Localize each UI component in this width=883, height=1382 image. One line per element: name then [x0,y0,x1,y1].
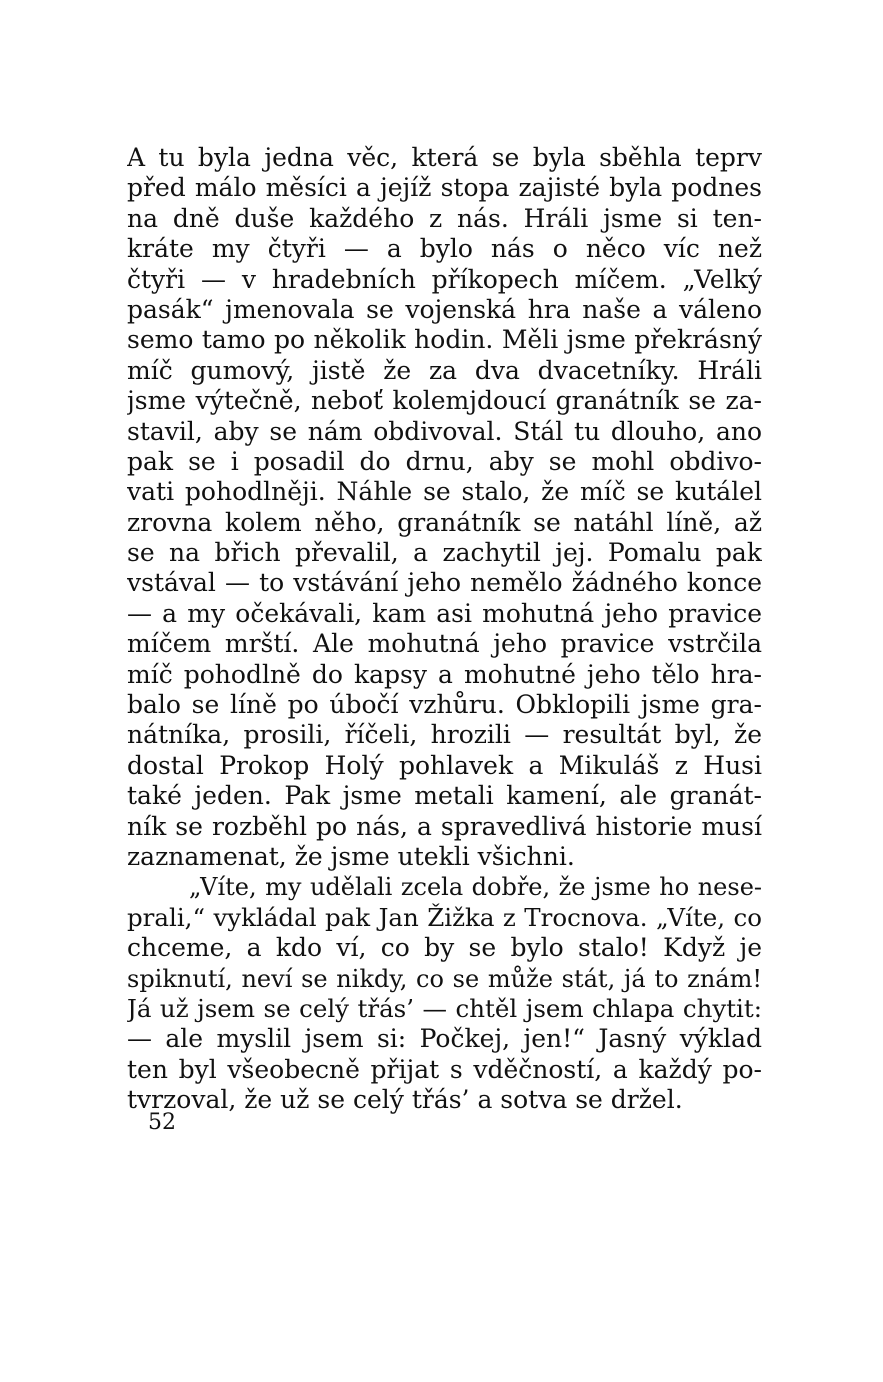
text-line: se na břich převalil, a zachytil jej. Pomalu pak [127,538,762,568]
text-line: tvrzoval, že už se celý třás’ a sotva se držel. [127,1085,683,1115]
text-line: zaznamenat, že jsme utekli všichni. [127,841,575,871]
text-line: Já už jsem se celý třás’ — chtěl jsem chlapa chytit: [127,993,762,1023]
text-line: kráte my čtyři — a bylo nás o něco víc než [127,234,762,264]
text-line: před málo měsíci a jejíž stopa zajisté byla podnes [127,173,762,203]
text-line: „Víte, my udělali zcela dobře, že jsme ho nese- [189,873,762,902]
text-line: také jeden. Pak jsme metali kamení, ale granát- [127,781,762,811]
text-line: pasák“ jmenovala se vojenská hra naše a váleno [127,294,762,324]
text-line: semo tamo po několik hodin. Měli jsme překrásný [127,325,762,355]
text-line: stavil, aby se nám obdivoval. Stál tu dlouho, ano [127,416,762,446]
text-line: vstával — to vstávání jeho nemělo žádného konce [127,568,762,598]
text-line: míčem mrští. Ale mohutná jeho pravice vstrčila [127,629,762,659]
text-line: A tu byla jedna věc, která se byla sběhla teprv [127,143,762,172]
text-line: míč gumový, jistě že za dva dvacetníky. Hráli [127,355,762,385]
text-line: míč pohodlně do kapsy a mohutné jeho tělo hra- [127,659,762,689]
text-line: chceme, a kdo ví, co by se bylo stalo! Když je [127,933,762,963]
text-line: jsme výtečně, neboť kolemjdoucí granátník se za- [127,386,762,416]
text-line: nátníka, prosili, říčeli, hrozili — resultát byl, že [127,720,762,750]
body-text [127,143,762,1116]
text-line: ník se rozběhl po nás, a spravedlivá historie musí [127,811,762,841]
page-number: 52 [148,1110,176,1135]
text-line: na dně duše každého z nás. Hráli jsme si ten- [127,203,762,233]
text-line: vati pohodlněji. Náhle se stalo, že míč se kutálel [127,477,762,507]
text-line: čtyři — v hradebních příkopech míčem. „Velký [127,264,762,294]
text-line: dostal Prokop Holý pohlavek a Mikuláš z Husi [127,750,762,780]
text-line: zrovna kolem něho, granátník se natáhl líně, až [127,507,762,537]
text-line: prali,“ vykládal pak Jan Žižka z Trocnova. „Víte, co [127,902,762,932]
text-line: — a my očekávali, kam asi mohutná jeho pravice [127,598,762,628]
text-line: spiknutí, neví se nikdy, co se může stát, já to znám! [127,964,762,993]
text-line: pak se i posadil do drnu, aby se mohl obdivo- [127,446,762,476]
text-line: — ale myslil jsem si: Počkej, jen!“ Jasný výklad [127,1024,762,1054]
text-line: ten byl všeobecně přijat s vděčností, a každý po- [127,1054,762,1084]
text-line: balo se líně po úbočí vzhůru. Obklopili jsme gra- [127,690,762,720]
